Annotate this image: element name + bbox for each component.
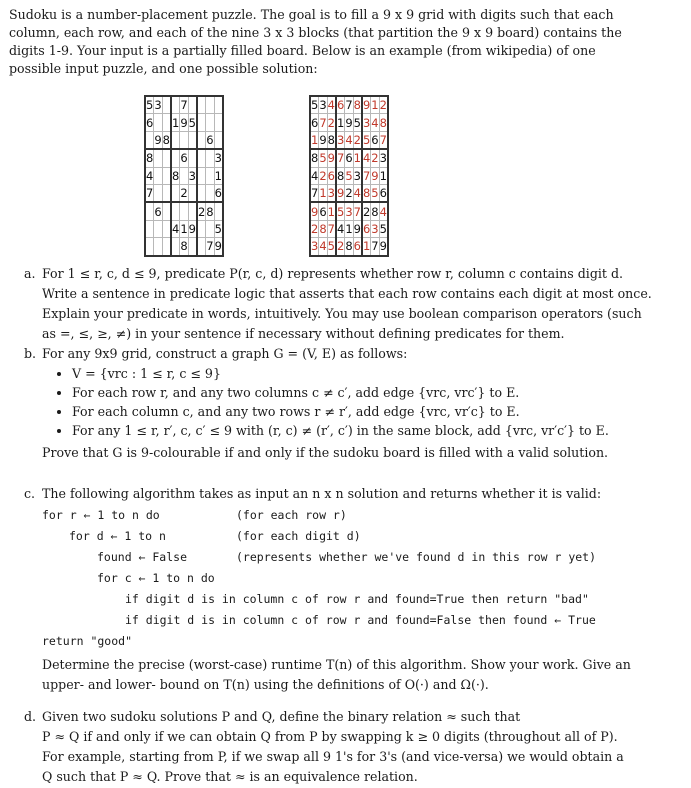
question-line: as =, ≤, ≥, ≠) in your sentence if necessary without defining predicates for them. [42,326,565,341]
grid-cell: 4 [345,131,353,149]
grid-cell: 9 [371,168,379,183]
grid-cell: 6 [362,221,371,236]
grid-cell [188,149,197,167]
algorithm-code [24,505,674,652]
grid-cell: 6 [146,115,154,130]
question-b [24,345,674,464]
grid-cell [180,131,188,149]
grid-cell [214,131,223,149]
grid-cell: 3 [345,202,353,220]
code-comment: (for each digit d) [236,529,361,543]
grid-cell [206,149,214,167]
grid-cell: 9 [379,238,388,256]
question-line: P ≈ Q if and only if we can obtain Q from P by swapping k ≥ 0 digits (throughout all of P). [42,729,618,744]
grid-row [310,149,388,167]
grid-cell: 2 [362,202,371,220]
grid-cell [145,202,154,220]
grid-cell: 6 [180,149,188,167]
grid-cell: 3 [362,115,371,130]
grid-cell [171,202,180,220]
grid-cell: 9 [327,149,336,167]
grid-cell: 6 [345,149,353,167]
grid-cell: 4 [379,202,388,220]
grid-cell: 9 [214,238,223,256]
grid-cell: 8 [353,96,362,114]
grid-cell: 1 [319,184,327,202]
grid-cell: 8 [180,238,188,256]
grid-cell: 6 [327,168,335,183]
grid-cell: 3 [154,96,162,114]
grid-cell [154,167,162,184]
grid-cell: 3 [379,149,388,167]
grid-cell: 8 [145,149,154,167]
grid-cell: 6 [154,202,162,220]
question-line: Write a sentence in predicate logic that asserts that each row contains each digit at most once. [42,286,652,301]
grid-row [310,96,388,114]
grid-cell: 1 [362,238,371,256]
grid-row [310,238,388,256]
grid-row [145,184,223,202]
grid-cell: 8 [371,202,379,220]
grid-cell: 7 [310,184,319,202]
grid-cell [214,202,223,220]
grid-row [145,149,223,167]
grid-row [145,167,223,184]
grid-cell: 9 [188,221,196,236]
grid-row [145,131,223,149]
grid-cell [180,202,188,220]
grid-cell: 2 [197,202,206,220]
grid-cell [197,149,206,167]
grid-cell [154,184,162,202]
grid-cell [162,184,171,202]
code-comment: (represents whether we've found d in this row r yet) [236,550,597,564]
grid-cell [197,96,206,114]
grid-cell: 1 [371,96,379,114]
grid-cell: 6 [214,184,223,202]
grid-row [310,184,388,202]
code-comment: (for each row r) [236,508,347,522]
grid-cell [197,220,206,237]
grid-cell: 7 [362,168,371,183]
code-line: return "good" [42,634,133,648]
grid-cell: 4 [353,184,362,202]
code-line: if digit d is in column c of row r and found=False then found ← True [125,613,596,627]
grid-cell: 9 [180,115,188,130]
grid-cell: 4 [171,221,180,236]
grid-cell: 9 [319,131,327,149]
grid-cell: 4 [146,168,154,183]
question-line: The following algorithm takes as input an n x n solution and returns whether it is valid: [42,486,602,501]
grid-cell: 8 [336,168,345,183]
grid-cell [214,96,223,114]
grid-cell: 5 [336,202,345,220]
grid-cell [206,167,214,184]
grid-cell: 5 [145,96,154,114]
grid-cell: 9 [310,202,319,220]
grid-cell [188,96,197,114]
question-line: For example, starting from P, if we swap all 9 1's for 3's (and vice-versa) we would obtain a [42,749,624,764]
grid-cell [171,149,180,167]
grid-row [145,220,223,237]
puzzle-grid [144,95,224,257]
intro-line: possible input puzzle, and one possible solution: [9,61,318,76]
grid-cell [145,238,154,256]
grid-row [145,96,223,114]
code-line: for c ← 1 to n do [97,571,215,585]
grid-cell: 7 [327,221,335,236]
grid-cell [154,238,162,256]
grid-cell [154,114,162,131]
question-line: Given two sudoku solutions P and Q, define the binary relation ≈ such that [42,709,521,724]
grid-cell: 2 [345,184,353,202]
grid-cell [145,220,154,237]
grid-cell: 4 [336,221,345,236]
bullet-item: • For any 1 ≤ r, r′, c, c′ ≤ 9 with (r, c) ≠ (r′, c′) in the same block, add {vrc, vr′c′} to E. [72,422,674,440]
grid-cell: 3 [310,238,319,256]
grid-cell [162,114,171,131]
grid-cell [197,184,206,202]
grid-cell: 5 [353,115,361,130]
grid-cell [206,220,214,237]
grid-cell: 7 [206,238,214,256]
edge-rules-list [24,365,674,440]
bullet-item: • For each row r, and any two columns c ≠ c′, add edge {vrc, vrc′} to E. [72,384,674,402]
grid-cell [154,220,162,237]
grid-cell [162,220,171,237]
grid-cell [188,184,197,202]
question-line: Determine the precise (worst-case) runtime T(n) of this algorithm. Show your work. Give an [42,657,631,672]
grid-cell [197,114,206,131]
grid-cell: 1 [345,221,353,236]
grid-cell: 3 [319,96,327,114]
grid-cell: 7 [336,149,345,167]
grid-row [310,167,388,184]
grid-cell: 3 [336,131,345,149]
grid-cell: 2 [379,96,388,114]
grid-cell: 9 [362,96,371,114]
grid-cell: 1 [171,115,180,130]
code-line: found ← False [97,550,188,564]
grid-cell: 3 [353,168,361,183]
grid-cell: 7 [353,202,362,220]
grid-cell [171,238,180,256]
grid-cell: 5 [214,221,222,236]
grid-cell [206,114,214,131]
intro-line: digits 1-9. Your input is a partially filled board. Below is an example (from wikipedia) of one [9,43,596,58]
grid-cell: 7 [319,115,327,130]
grid-cell: 8 [162,131,171,149]
question-line: For any 9x9 grid, construct a graph G = (V, E) as follows: [42,346,408,361]
grid-cell: 1 [327,202,336,220]
grid-cell: 3 [327,184,336,202]
grid-cell: 4 [327,96,336,114]
grid-cell: 2 [353,131,362,149]
grid-cell: 5 [371,184,379,202]
code-line: for d ← 1 to n [69,529,166,543]
grid-cell: 2 [327,115,335,130]
grid-cell [154,149,162,167]
grid-cell: 6 [353,238,362,256]
grid-cell: 5 [362,131,371,149]
code-line: for r ← 1 to n do [42,508,160,522]
grid-cell: 1 [379,168,387,183]
question-label: a. [24,266,36,281]
grid-cell: 2 [180,184,188,202]
grid-cell: 6 [371,131,379,149]
grid-cell: 3 [371,221,379,236]
grid-cell: 8 [345,238,353,256]
grid-cell: 6 [311,115,319,130]
grid-cell: 2 [371,149,379,167]
question-label: d. [24,709,37,724]
question-a [24,265,674,345]
question-line: Explain your predicate in words, intuitively. You may use boolean comparison operators (such [42,306,642,321]
grid-cell [188,238,197,256]
grid-cell: 5 [345,168,353,183]
grid-cell: 1 [310,131,319,149]
grid-cell: 9 [336,184,345,202]
grid-cell: 4 [371,115,379,130]
question-line: Q such that P ≈ Q. Prove that ≈ is an equivalence relation. [42,769,418,784]
grid-cell: 8 [171,168,180,183]
grid-cell: 1 [353,149,362,167]
question-label: b. [24,346,37,361]
grid-cell [171,184,180,202]
grid-cell: 8 [327,131,336,149]
question-line: Prove that G is 9-colourable if and only if the sudoku board is filled with a valid solution. [42,445,609,460]
question-c [24,485,674,696]
grid-cell: 8 [310,149,319,167]
grid-cell [162,238,171,256]
question-line: upper- and lower- bound on T(n) using the definitions of O(·) and Ω(·). [42,677,489,692]
grid-cell [197,238,206,256]
grid-cell [197,131,206,149]
question-line: For 1 ≤ r, c, d ≤ 9, predicate P(r, c, d) represents whether row r, column c contains digit d. [42,266,624,281]
grid-cell [206,184,214,202]
grid-cell: 2 [336,238,345,256]
grid-cell: 5 [379,221,387,236]
grid-cell: 7 [379,131,388,149]
grid-cell [162,96,171,114]
grid-cell: 2 [311,221,319,236]
grid-cell: 7 [345,96,353,114]
grid-cell: 1 [180,221,188,236]
grid-cell [162,149,171,167]
grid-row [145,238,223,256]
intro-line: column, each row, and each of the nine 3 x 3 blocks (that partition the 9 x 9 board) contains the [9,25,622,40]
grid-cell: 9 [345,115,353,130]
grid-cell [188,131,197,149]
grid-cell: 4 [319,238,327,256]
grid-cell: 6 [379,184,388,202]
grid-cell: 5 [319,149,327,167]
grid-cell: 3 [188,168,196,183]
grid-cell: 4 [362,149,371,167]
question-label: c. [24,486,36,501]
grid-cell: 9 [353,221,361,236]
grid-cell: 7 [180,96,188,114]
grid-cell: 9 [154,131,162,149]
grid-cell: 1 [214,168,222,183]
grid-row [310,114,388,131]
grid-cell: 5 [188,115,196,130]
grid-row [310,202,388,220]
grid-cell [171,96,180,114]
grid-cell: 7 [371,238,379,256]
grid-cell: 6 [336,96,345,114]
grid-cell [214,114,223,131]
bullet-item: • For each column c, and any two rows r ≠ r′, add edge {vrc, vr′c} to E. [72,403,674,421]
grid-cell: 6 [206,131,214,149]
grid-cell: 8 [319,221,327,236]
grid-cell: 1 [336,115,345,130]
grid-cell [188,202,197,220]
grid-cell: 2 [319,168,327,183]
grid-cell: 8 [206,202,214,220]
grid-cell [206,96,214,114]
grid-row [145,202,223,220]
grid-cell: 4 [311,168,319,183]
grid-cell: 8 [362,184,371,202]
grid-cell: 7 [145,184,154,202]
bullet-item: • V = {vrc : 1 ≤ r, c ≤ 9} [72,365,674,383]
question-d [24,708,674,788]
grid-cell: 6 [319,202,327,220]
grid-cell [162,202,171,220]
grid-cell [180,167,188,184]
code-line: if digit d is in column c of row r and found=True then return "bad" [125,592,589,606]
intro-paragraph [9,6,679,78]
grid-cell [197,167,206,184]
grid-cell: 5 [310,96,319,114]
grid-cell: 3 [214,149,223,167]
grid-cell: 5 [327,238,336,256]
intro-line: Sudoku is a number-placement puzzle. The goal is to fill a 9 x 9 grid with digits such that each [9,7,614,22]
grid-cell [145,131,154,149]
solution-grid [309,95,389,257]
grid-cell: 8 [379,115,387,130]
grid-row [310,131,388,149]
grid-row [145,114,223,131]
grid-cell [171,131,180,149]
grid-row [310,220,388,237]
grid-cell [162,167,171,184]
